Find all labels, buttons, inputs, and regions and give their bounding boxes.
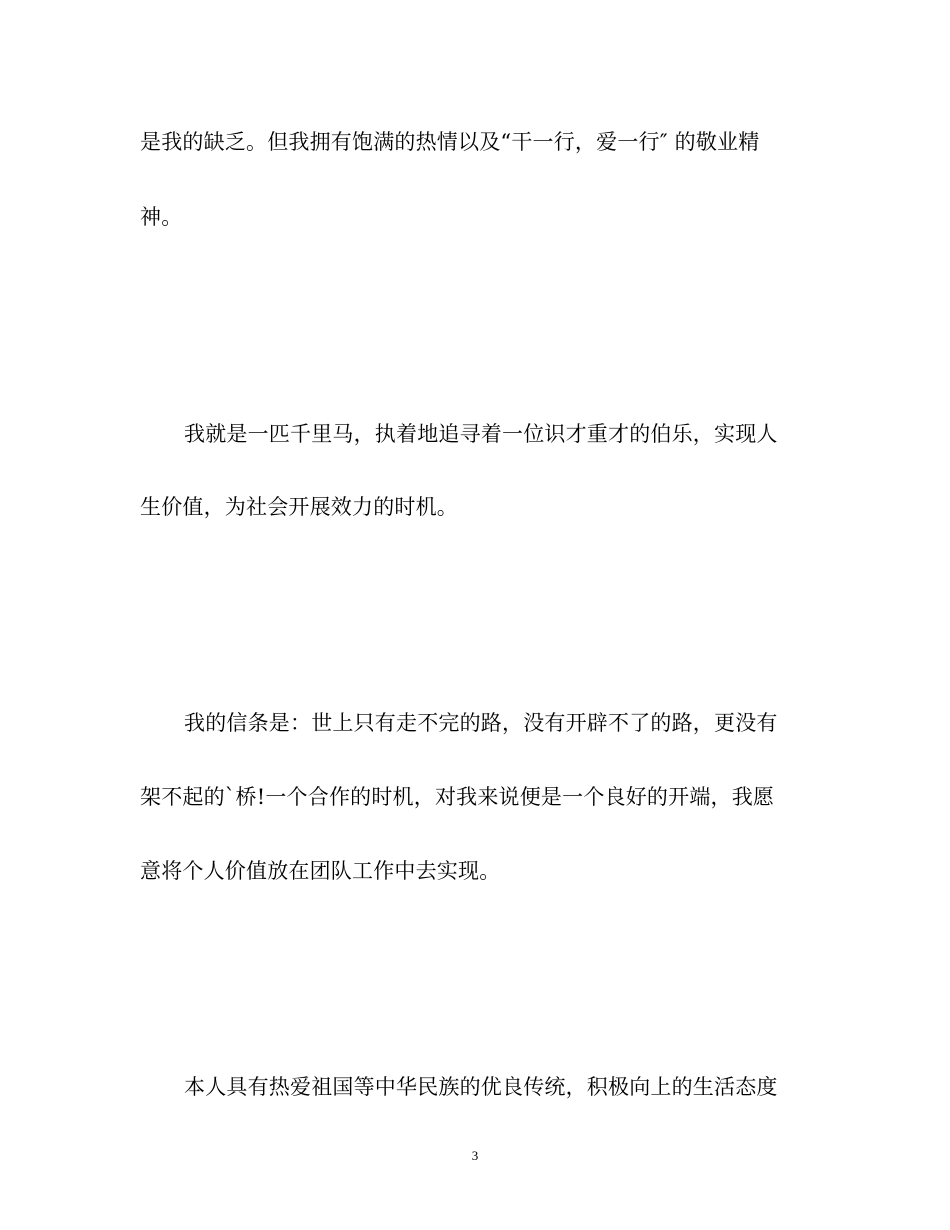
paragraph-2-line-1: 我就是一匹千里马，执着地追寻着一位识才重才的伯乐，实现人: [184, 422, 778, 446]
paragraph-3-line-2: 架不起的`桥!一个合作的时机，对我来说便是一个良好的开端，我愿: [140, 785, 775, 809]
paragraph-1-line-2: 神。: [140, 205, 183, 229]
paragraph-2-line-2: 生价值，为社会开展效力的时机。: [140, 495, 458, 519]
paragraph-1-line-1: 是我的缺乏。但我拥有饱满的热情以及“干一行，爱一行″ 的敬业精: [140, 130, 760, 154]
page-number: 3: [471, 1148, 479, 1163]
paragraph-3-line-1: 我的信条是：世上只有走不完的路，没有开辟不了的路，更没有: [184, 711, 778, 735]
paragraph-3-line-3: 意将个人价值放在团队工作中去实现。: [140, 859, 501, 883]
paragraph-4-line-1: 本人具有热爱祖国等中华民族的优良传统，积极向上的生活态度: [184, 1075, 778, 1099]
